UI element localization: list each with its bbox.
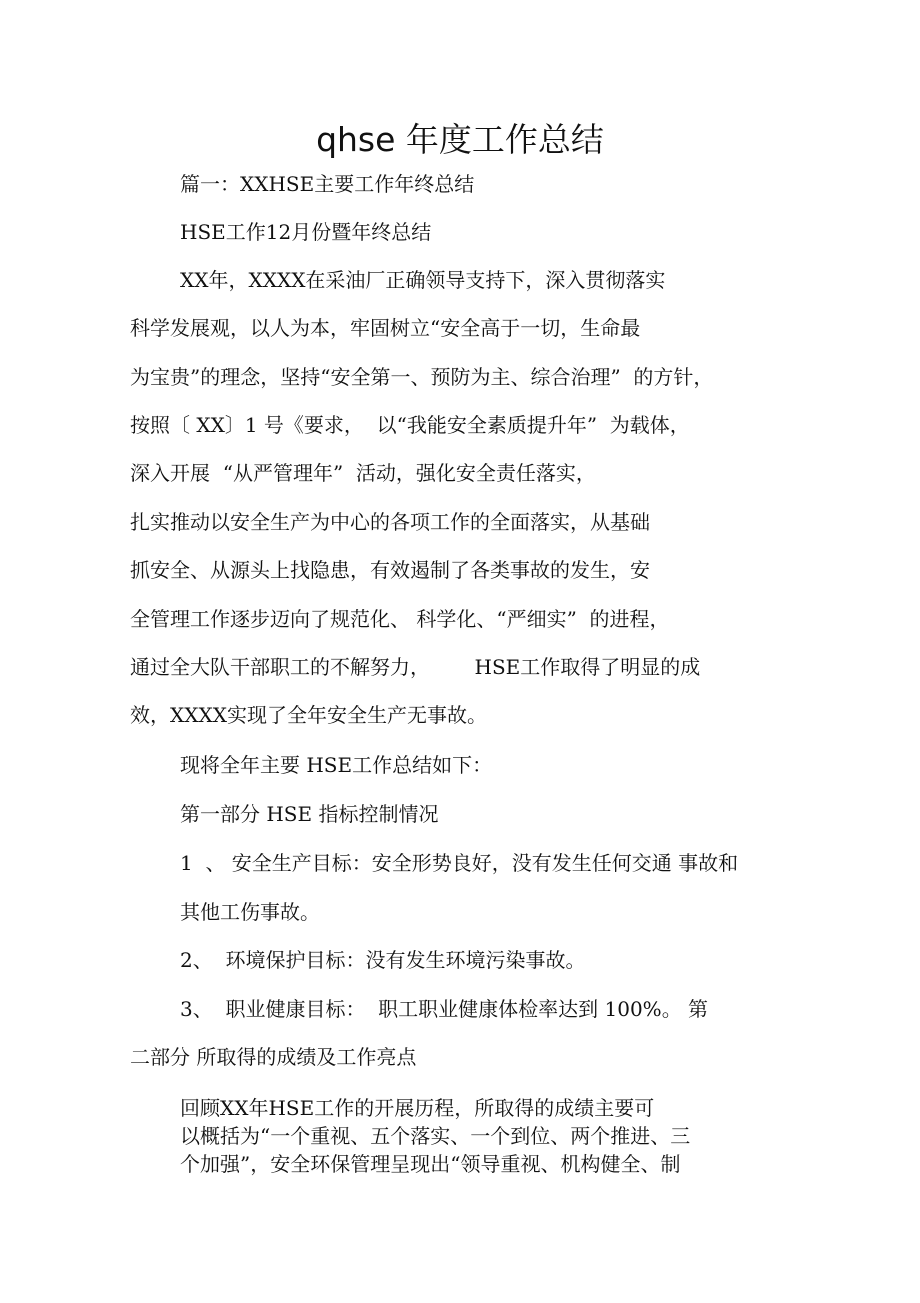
text-line-1: 篇一：XXHSE主要工作年终总结 [180,172,475,196]
text-line-9: 抓安全、从源头上找隐患，有效遏制了各类事故的发生，安 [130,558,650,582]
text-line-10: 全管理工作逐步迈向了规范化、 科学化、“严细实” 的进程， [130,607,670,631]
text-line-3: XX年，XXXX在采油厂正确领导支持下，深入贯彻落实 [180,268,666,292]
text-line-15: 1 、 安全生产目标：安全形势良好，没有发生任何交通 事故和 [180,851,739,875]
text-line-17: 2、 环境保护目标：没有发生环境污染事故。 [180,948,586,972]
text-line-4: 科学发展观，以人为本，牢固树立“安全高于一切，生命最 [130,316,641,340]
text-line-18: 3、 职业健康目标： 职工职业健康体检率达到 100%。 第 [180,997,709,1021]
text-line-6: 按照〔 XX〕1 号《要求， 以“我能安全素质提升年” 为载体， [130,413,690,437]
section-heading-2: 二部分 所取得的成绩及工作亮点 [130,1045,417,1069]
text-line-13: 现将全年主要 HSE工作总结如下： [180,753,493,777]
text-line-16: 其他工伤事故。 [180,900,320,924]
text-line-12: 效，XXXX实现了全年安全生产无事故。 [130,703,487,727]
text-line-21: 以概括为“一个重视、五个落实、一个到位、两个推进、三 [180,1124,691,1148]
section-heading-1: 第一部分 HSE 指标控制情况 [180,802,439,826]
text-line-11: 通过全大队干部职工的不解努力， HSE工作取得了明显的成 [130,655,701,679]
text-line-7: 深入开展 “从严管理年” 活动，强化安全责任落实， [130,461,596,485]
text-line-22: 个加强”，安全环保管理呈现出“领导重视、机构健全、制 [180,1152,681,1176]
text-line-5: 为宝贵”的理念，坚持“安全第一、预防为主、综合治理” 的方针， [130,365,714,389]
page-title: qhse 年度工作总结 [316,120,604,159]
text-line-2: HSE工作12月份暨年终总结 [180,220,432,244]
text-line-20: 回顾XX年HSE工作的开展历程，所取得的成绩主要可 [180,1096,655,1120]
text-line-8: 扎实推动以安全生产为中心的各项工作的全面落实，从基础 [130,510,650,534]
